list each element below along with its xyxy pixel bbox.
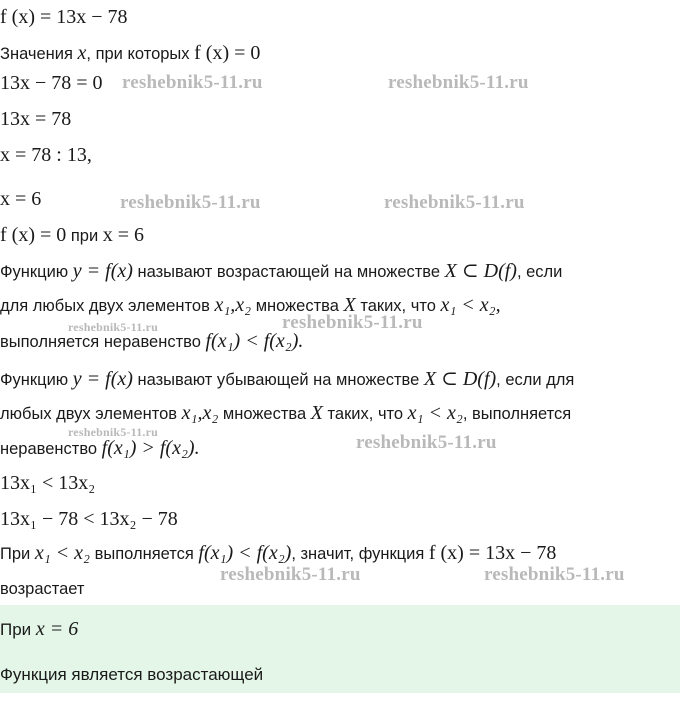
answer-box xyxy=(0,605,680,693)
watermark: reshebnik5-11.ru xyxy=(356,432,497,453)
decreasing-def-text4: любых двух элементов xyxy=(0,405,182,423)
equation-step-4: x = 6 xyxy=(0,188,42,210)
decreasing-def-text1: Функцию xyxy=(0,371,73,389)
decreasing-def-math6: f(x₁) > f(x₂). xyxy=(101,437,200,459)
increasing-def-math4: X xyxy=(343,294,356,316)
conclusion-text3: , значит, функция xyxy=(291,545,429,563)
decreasing-def-line-3 xyxy=(0,437,200,460)
watermark: reshebnik5-11.ru xyxy=(122,72,263,93)
increasing-def-text4: для любых двух элементов xyxy=(0,297,215,315)
inequality-step-2: 13x₁ − 78 < 13x₂ − 78 xyxy=(0,508,178,530)
zero-condition-text: Значения xyxy=(0,45,78,63)
watermark: reshebnik5-11.ru xyxy=(220,564,361,585)
conclusion-line-1 xyxy=(0,542,556,565)
increasing-def-text5: множества xyxy=(251,297,344,315)
zero-result-math2: x = 6 xyxy=(102,224,145,246)
watermark: reshebnik5-11.ru xyxy=(68,320,158,334)
decreasing-def-math1: y = f(x) xyxy=(72,368,133,390)
answer-math1: x = 6 xyxy=(35,618,79,640)
answer-line-1 xyxy=(0,618,78,641)
decreasing-def-text6: таких, что xyxy=(322,405,408,423)
increasing-def-line-1 xyxy=(0,258,562,283)
increasing-def-text6: таких, что xyxy=(355,297,441,315)
decreasing-def-math2: X ⊂ D(f) xyxy=(423,368,497,390)
watermark: reshebnik5-11.ru xyxy=(384,192,525,213)
answer-text1: При xyxy=(0,620,36,639)
decreasing-def-math4: X xyxy=(310,402,323,424)
zero-condition-line xyxy=(0,42,260,65)
watermark: reshebnik5-11.ru xyxy=(388,72,529,93)
zero-condition-var: x xyxy=(77,42,87,64)
conclusion-math2: f(x₁) < f(x₂) xyxy=(198,542,292,564)
decreasing-def-text3: , если для xyxy=(496,371,575,389)
decreasing-def-math3: x₁,x₂ xyxy=(181,402,219,424)
increasing-def-text3: , если xyxy=(516,263,563,281)
increasing-def-text7: выполняется неравенство xyxy=(0,333,206,351)
increasing-def-text1: Функцию xyxy=(0,263,73,281)
decreasing-def-text7: , выполняется xyxy=(462,405,572,423)
zero-condition-math: f (x) = 0 xyxy=(194,42,261,64)
inequality-step-1: 13x₁ < 13x₂ xyxy=(0,472,96,494)
decreasing-def-text5: множества xyxy=(218,405,311,423)
increasing-def-line-2 xyxy=(0,294,501,317)
decreasing-def-text2: называют убывающей на множестве xyxy=(132,371,424,389)
conclusion-line-2: возрастает xyxy=(0,580,85,598)
decreasing-def-line-2 xyxy=(0,402,571,425)
watermark: reshebnik5-11.ru xyxy=(120,192,261,213)
watermark: reshebnik5-11.ru xyxy=(484,564,625,585)
zero-result-text: при xyxy=(66,227,103,245)
conclusion-text1: При xyxy=(0,545,35,563)
zero-condition-text2: , при которых xyxy=(86,45,195,63)
decreasing-def-math5: x₁ < x₂ xyxy=(407,402,463,424)
answer-line-2: Функция является возрастающей xyxy=(0,665,264,684)
zero-result-line xyxy=(0,224,144,247)
decreasing-def-line-1 xyxy=(0,366,574,391)
function-definition: f (x) = 13x − 78 xyxy=(0,6,128,28)
decreasing-def-text8: неравенство xyxy=(0,440,102,458)
increasing-def-math3: x₁,x₂ xyxy=(214,294,252,316)
equation-step-2: 13x = 78 xyxy=(0,108,72,130)
zero-result-math1: f (x) = 0 xyxy=(0,224,67,246)
equation-step-3: x = 78 : 13, xyxy=(0,144,92,166)
watermark: reshebnik5-11.ru xyxy=(68,425,158,439)
watermark: reshebnik5-11.ru xyxy=(282,312,423,333)
conclusion-text2: выполняется xyxy=(90,545,199,563)
equation-step-1: 13x − 78 = 0 xyxy=(0,72,103,94)
increasing-def-math5: x₁ < x₂, xyxy=(440,294,501,316)
increasing-def-math6: f(x₁) < f(x₂). xyxy=(205,330,304,352)
increasing-def-math1: y = f(x) xyxy=(72,260,133,282)
increasing-def-text2: называют возрастающей на множестве xyxy=(132,263,445,281)
conclusion-math3: f (x) = 13x − 78 xyxy=(428,542,557,564)
increasing-def-math2: X ⊂ D(f) xyxy=(444,260,517,282)
conclusion-math1: x₁ < x₂ xyxy=(34,542,90,564)
